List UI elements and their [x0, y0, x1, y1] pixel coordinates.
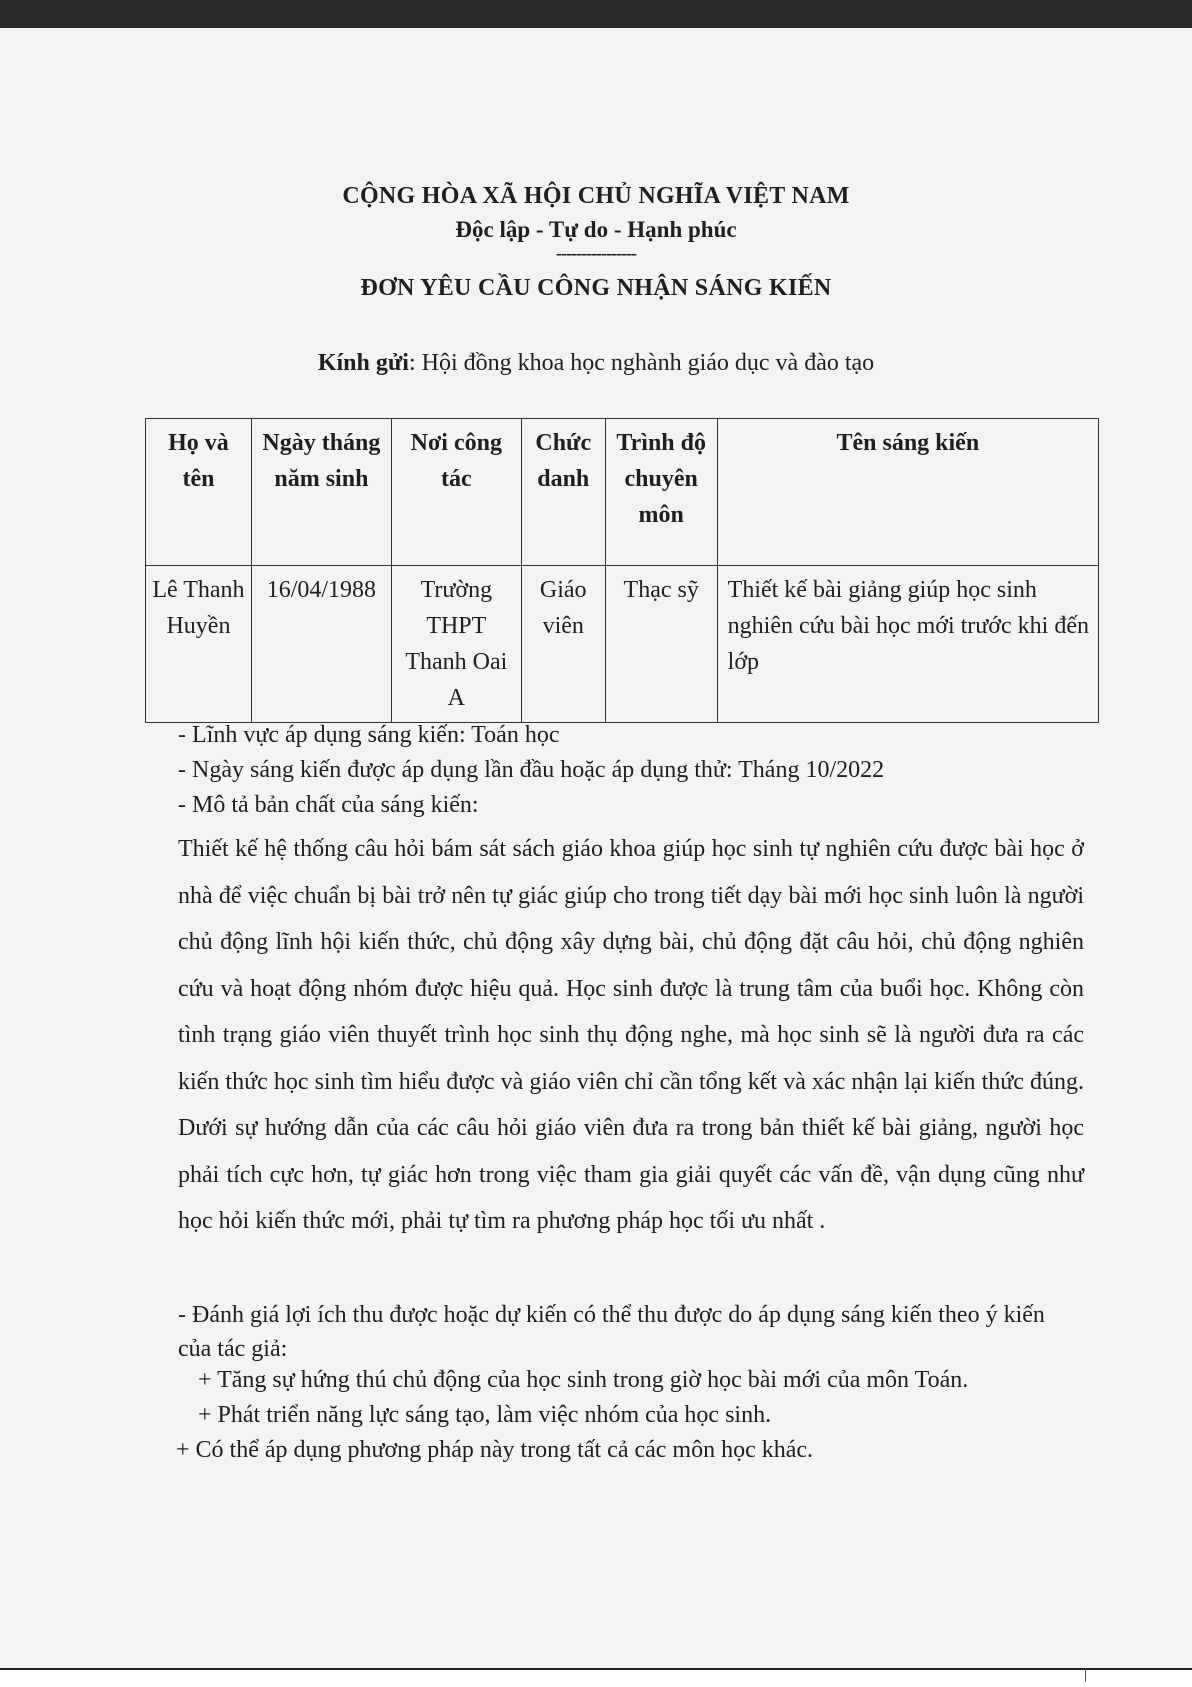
cell-initiative: Thiết kế bài giảng giúp học sinh nghiên cứu bài học mới trước khi đến lớp [717, 566, 1098, 723]
header-initiative: Tên sáng kiến [717, 419, 1098, 566]
recipient-label: Kính gửi [317, 350, 409, 376]
table-header-row [146, 419, 1099, 566]
author-table [145, 418, 1099, 723]
header-name: Họ và tên [146, 419, 252, 566]
benefit-item: + Có thể áp dụng phương pháp này trong tất cả các môn học khác. [176, 1437, 814, 1463]
field-line: - Lĩnh vực áp dụng sáng kiến: Toán học [178, 722, 560, 748]
header-birthdate: Ngày tháng năm sinh [251, 419, 391, 566]
description-paragraph: Thiết kế hệ thống câu hỏi bám sát sách giáo khoa giúp học sinh tự nghiên cứu được bài học ở nhà để việc chuẩn bị bài trở nên tự giác giúp cho trong tiết dạy bài mới học sinh luôn là người chủ động lĩnh hội kiến thức, chủ động xây dựng bài, chủ động đặt câu hỏi, chủ động nghiên cứu và hoạt động nhóm được hiệu quả. Học sinh được là trung tâm của buổi học. Không còn tình trạng giáo viên thuyết trình học sinh thụ động nghe, mà học sinh sẽ là người đưa ra các kiến thức học sinh tìm hiểu được và giáo viên chỉ cần tổng kết và xác nhận lại kiến thức đúng. Dưới sự hướng dẫn của các câu hỏi giáo viên đưa ra trong bản thiết kế bài giảng, người học phải tích cực hơn, tự giác hơn trong việc tham gia giải quyết các vấn đề, vận dụng cũng như học hỏi kiến thức mới, phải tự tìm ra phương pháp học tối ưu nhất . [178, 836, 1084, 1234]
cell-workplace: Trường THPT Thanh Oai A [391, 566, 521, 723]
table-row [146, 566, 1099, 723]
divider: ---------------- [556, 243, 636, 263]
cell-qualification: Thạc sỹ [605, 566, 717, 723]
header-position: Chức danh [521, 419, 605, 566]
description-label: - Mô tả bản chất của sáng kiến: [178, 792, 479, 818]
page-bottom-tick [1085, 1668, 1086, 1682]
recipient-text: : Hội đồng khoa học nghành giáo dục và đào tạo [408, 350, 875, 376]
benefit-item: + Phát triển năng lực sáng tạo, làm việc nhóm của học sinh. [198, 1402, 772, 1428]
header-qualification: Trình độ chuyên môn [605, 419, 717, 566]
benefit-label: - Đánh giá lợi ích thu được hoặc dự kiến có thể thu được do áp dụng sáng kiến theo ý kiến của tác giả: [178, 1302, 1045, 1362]
benefit-item: + Tăng sự hứng thú chủ động của học sinh trong giờ học bài mới của môn Toán. [198, 1367, 969, 1393]
cell-birthdate: 16/04/1988 [251, 566, 391, 723]
cell-position: Giáo viên [521, 566, 605, 723]
cell-name: Lê Thanh Huyền [146, 566, 252, 723]
date-line: - Ngày sáng kiến được áp dụng lần đầu hoặc áp dụng thử: Tháng 10/2022 [178, 757, 885, 783]
motto: Độc lập - Tự do - Hạnh phúc [455, 217, 737, 242]
page-bottom-edge [0, 1668, 1192, 1687]
document-title: ĐƠN YÊU CẦU CÔNG NHẬN SÁNG KIẾN [360, 275, 832, 301]
nation-heading: CỘNG HÒA XÃ HỘI CHỦ NGHĨA VIỆT NAM [342, 183, 850, 209]
header-workplace: Nơi công tác [391, 419, 521, 566]
recipient-line [0, 350, 1192, 377]
